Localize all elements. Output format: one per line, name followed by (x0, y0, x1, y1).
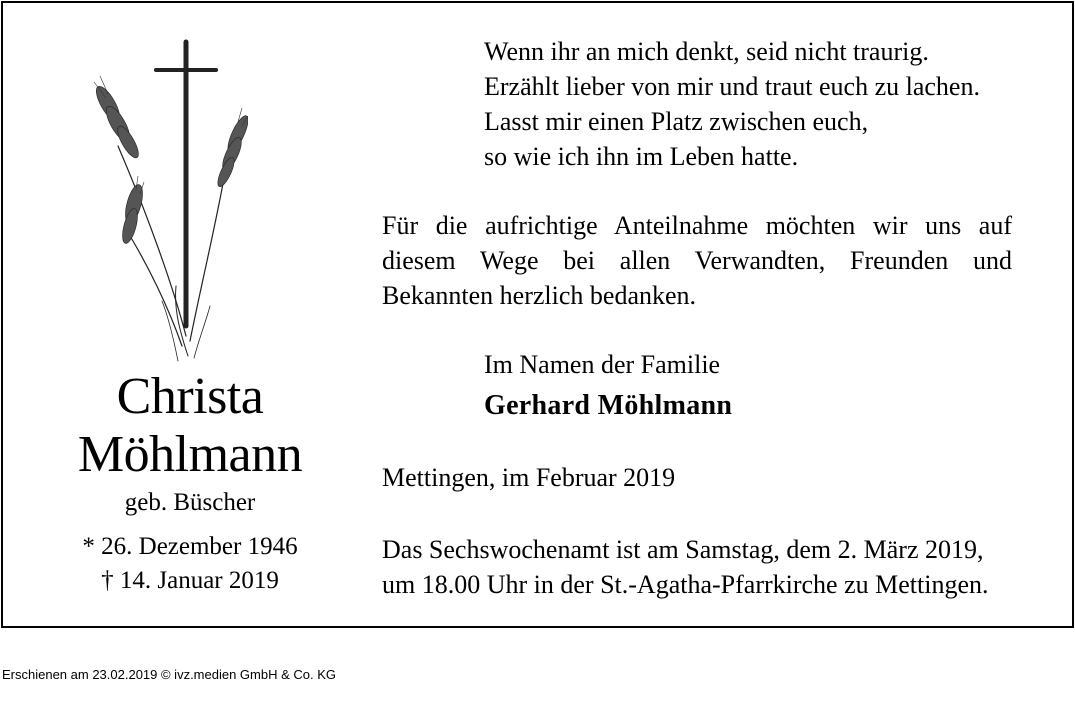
death-date: † 14. Januar 2019 (101, 567, 279, 594)
signature-intro: Im Namen der Familie (484, 350, 721, 379)
deceased-last-name: Möhlmann (77, 426, 303, 483)
poem-line: so wie ich ihn im Leben hatte. (484, 142, 799, 171)
service-line: Das Sechswochenamt ist am Samstag, dem 2. März 2019, (382, 535, 984, 564)
poem (484, 34, 980, 174)
publication-footer: Erschienen am 23.02.2019 © ivz.medien GmbH & Co. KG (2, 667, 337, 682)
thanks-paragraph: Für die aufrichtige Anteilnahme möchten wir uns auf diesem Wege bei allen Verwandten, Freunden und Bekannten herzlich bedanken. (382, 211, 1012, 310)
service-line: um 18.00 Uhr in der St.-Agatha-Pfarrkirche zu Mettingen. (382, 570, 989, 599)
maiden-name: geb. Büscher (124, 489, 256, 516)
birth-date: * 26. Dezember 1946 (82, 533, 298, 560)
deceased-first-name: Christa (116, 368, 264, 425)
poem-line: Erzählt lieber von mir und traut euch zu lachen. (484, 72, 980, 101)
service-announcement (382, 532, 989, 602)
place-date: Mettingen, im Februar 2019 (382, 463, 676, 492)
poem-line: Lasst mir einen Platz zwischen euch, (484, 107, 869, 136)
signature-name: Gerhard Möhlmann (484, 390, 733, 421)
poem-line: Wenn ihr an mich denkt, seid nicht traurig. (484, 37, 929, 66)
cross-with-wheat-icon (78, 36, 248, 366)
